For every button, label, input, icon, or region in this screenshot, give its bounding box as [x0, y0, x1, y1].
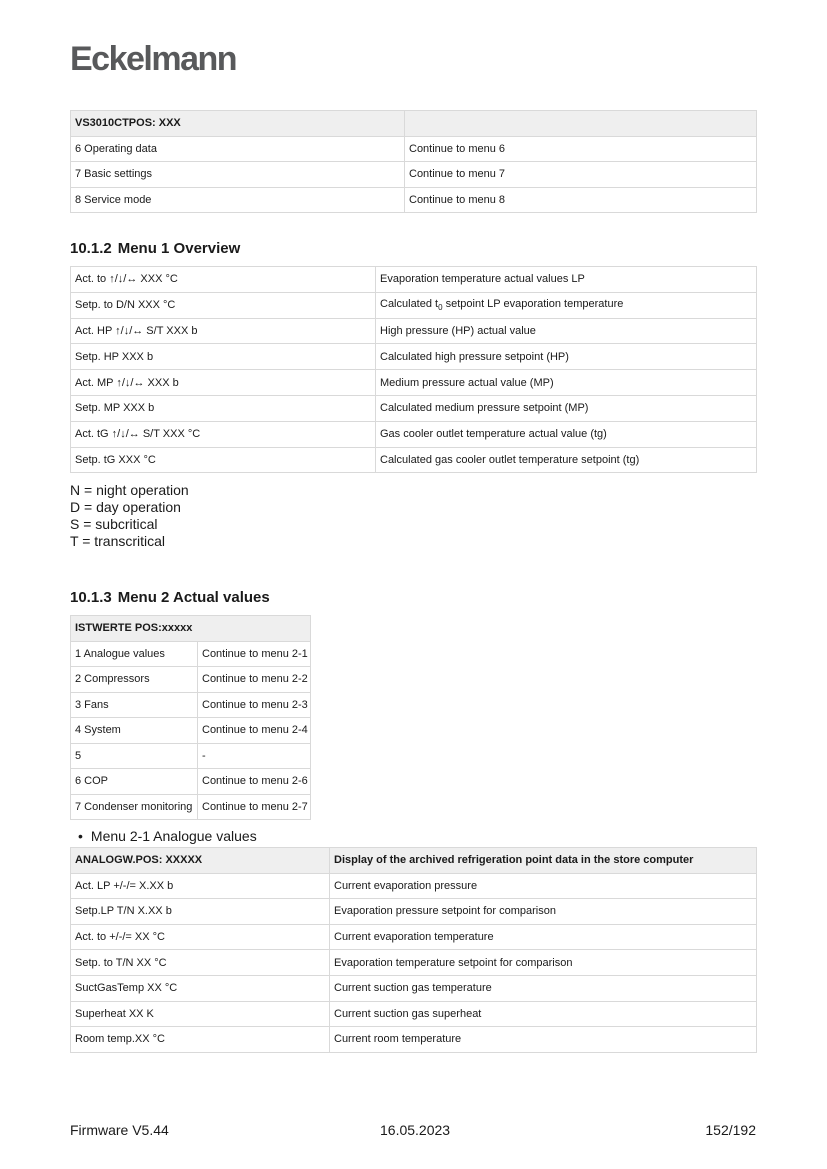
table-cell: Act. LP +/-/= X.XX b: [71, 873, 330, 899]
legend-item: D = day operation: [70, 499, 181, 515]
table-cell: Setp. to T/N XX °C: [71, 950, 330, 976]
table-row: [71, 743, 311, 769]
table-row: [71, 187, 757, 213]
table-cell: Calculated gas cooler outlet temperature setpoint (tg): [376, 447, 757, 473]
table-cell: 6 COP: [71, 769, 198, 795]
table-cell: Current suction gas superheat: [330, 1001, 757, 1027]
subscript: 0: [438, 303, 443, 313]
table-row: [71, 292, 757, 318]
table-header-row: [71, 111, 757, 137]
table-cell: 4 System: [71, 718, 198, 744]
table-cell: -: [198, 743, 311, 769]
section-heading-menu1: [70, 240, 240, 257]
table-cell: Setp. MP XXX b: [71, 395, 376, 421]
cell-text: Calculated t: [380, 298, 439, 311]
bullet-icon: •: [78, 828, 83, 844]
table-header-cell: [405, 111, 757, 137]
table-cell: Continue to menu 6: [405, 136, 757, 162]
table-cell: Continue to menu 2-6: [198, 769, 311, 795]
menu1-overview-table: [70, 266, 757, 473]
footer-date: 16.05.2023: [380, 1122, 451, 1138]
table-cell: Act. tG ↑/↓/↔ S/T XXX °C: [71, 421, 376, 447]
table-cell: Act. MP ↑/↓/↔ XXX b: [71, 370, 376, 396]
bullet-text: Menu 2-1 Analogue values: [90, 828, 257, 844]
menu2-actual-values-table: [70, 615, 311, 820]
table-cell: Evaporation pressure setpoint for comparison: [330, 899, 757, 925]
table-cell: 6 Operating data: [71, 136, 405, 162]
table-cell: Superheat XX K: [71, 1001, 330, 1027]
table-header-row: [71, 616, 311, 642]
section-heading-menu2: [70, 589, 270, 606]
table-cell: 5: [71, 743, 198, 769]
table-cell: Current suction gas temperature: [330, 975, 757, 1001]
table-cell: Calculated medium pressure setpoint (MP): [376, 395, 757, 421]
table-row: [71, 794, 311, 820]
legend-item: S = subcritical: [70, 516, 158, 532]
table-cell: Current evaporation temperature: [330, 924, 757, 950]
table-cell: Continue to menu 2-4: [198, 718, 311, 744]
table-row: [71, 162, 757, 188]
table-cell: Setp. to D/N XXX °C: [71, 292, 376, 318]
table-row: [71, 975, 757, 1001]
table-cell: Medium pressure actual value (MP): [376, 370, 757, 396]
table-row: [71, 1001, 757, 1027]
table-cell: Calculated high pressure setpoint (HP): [376, 344, 757, 370]
table-header-row: [71, 848, 757, 874]
table-cell: Act. to ↑/↓/↔ XXX °C: [71, 267, 376, 293]
table-cell: 7 Basic settings: [71, 162, 405, 188]
table-cell: Act. HP ↑/↓/↔ S/T XXX b: [71, 318, 376, 344]
table-cell: Continue to menu 7: [405, 162, 757, 188]
bullet-item-menu-2-1: [78, 828, 257, 844]
table-row: [71, 873, 757, 899]
table-row: [71, 447, 757, 473]
table-row: [71, 136, 757, 162]
table-cell: High pressure (HP) actual value: [376, 318, 757, 344]
table-cell: Setp. tG XXX °C: [71, 447, 376, 473]
table-row: [71, 267, 757, 293]
table-row: [71, 370, 757, 396]
table-header-cell: VS3010CTPOS: XXX: [71, 111, 405, 137]
footer-page-number: 152/192: [705, 1122, 756, 1138]
footer-firmware-version: Firmware V5.44: [70, 1122, 169, 1138]
table-cell: [376, 292, 757, 318]
table-cell: Continue to menu 8: [405, 187, 757, 213]
table-cell: Room temp.XX °C: [71, 1027, 330, 1053]
table-cell: 3 Fans: [71, 692, 198, 718]
table-row: [71, 899, 757, 925]
analogue-values-table: [70, 847, 757, 1053]
cell-text: setpoint LP evaporation temperature: [442, 298, 624, 311]
table-row: [71, 344, 757, 370]
table-row: [71, 924, 757, 950]
table-cell: Current evaporation pressure: [330, 873, 757, 899]
table-row: [71, 421, 757, 447]
abbreviation-legend: [70, 482, 189, 550]
table-cell: Act. to +/-/= XX °C: [71, 924, 330, 950]
section-title: Menu 2 Actual values: [117, 589, 270, 606]
table-header-cell: Display of the archived refrigeration point data in the store computer: [330, 848, 757, 874]
table-cell: 1 Analogue values: [71, 641, 198, 667]
table-cell: Evaporation temperature actual values LP: [376, 267, 757, 293]
vs-menu-table: [70, 110, 757, 213]
section-number: 10.1.3: [70, 589, 112, 606]
table-row: [71, 718, 311, 744]
table-cell: Continue to menu 2-1: [198, 641, 311, 667]
table-cell: Setp. HP XXX b: [71, 344, 376, 370]
table-cell: 8 Service mode: [71, 187, 405, 213]
table-cell: 2 Compressors: [71, 667, 198, 693]
table-row: [71, 950, 757, 976]
table-header-cell: ISTWERTE POS:xxxxx: [71, 616, 311, 642]
section-number: 10.1.2: [70, 240, 112, 257]
table-cell: Setp.LP T/N X.XX b: [71, 899, 330, 925]
table-row: [71, 769, 311, 795]
table-row: [71, 667, 311, 693]
table-cell: Continue to menu 2-7: [198, 794, 311, 820]
table-cell: Current room temperature: [330, 1027, 757, 1053]
eckelmann-logo: Eckelmann: [70, 40, 237, 78]
table-row: [71, 1027, 757, 1053]
section-title: Menu 1 Overview: [117, 240, 241, 257]
table-row: [71, 692, 311, 718]
table-cell: Continue to menu 2-2: [198, 667, 311, 693]
table-cell: 7 Condenser monitoring: [71, 794, 198, 820]
table-cell: Gas cooler outlet temperature actual value (tg): [376, 421, 757, 447]
table-header-cell: ANALOGW.POS: XXXXX: [71, 848, 330, 874]
table-cell: SuctGasTemp XX °C: [71, 975, 330, 1001]
table-row: [71, 318, 757, 344]
table-row: [71, 641, 311, 667]
table-row: [71, 395, 757, 421]
legend-item: N = night operation: [70, 482, 189, 498]
legend-item: T = transcritical: [70, 533, 166, 549]
table-cell: Evaporation temperature setpoint for comparison: [330, 950, 757, 976]
table-cell: Continue to menu 2-3: [198, 692, 311, 718]
